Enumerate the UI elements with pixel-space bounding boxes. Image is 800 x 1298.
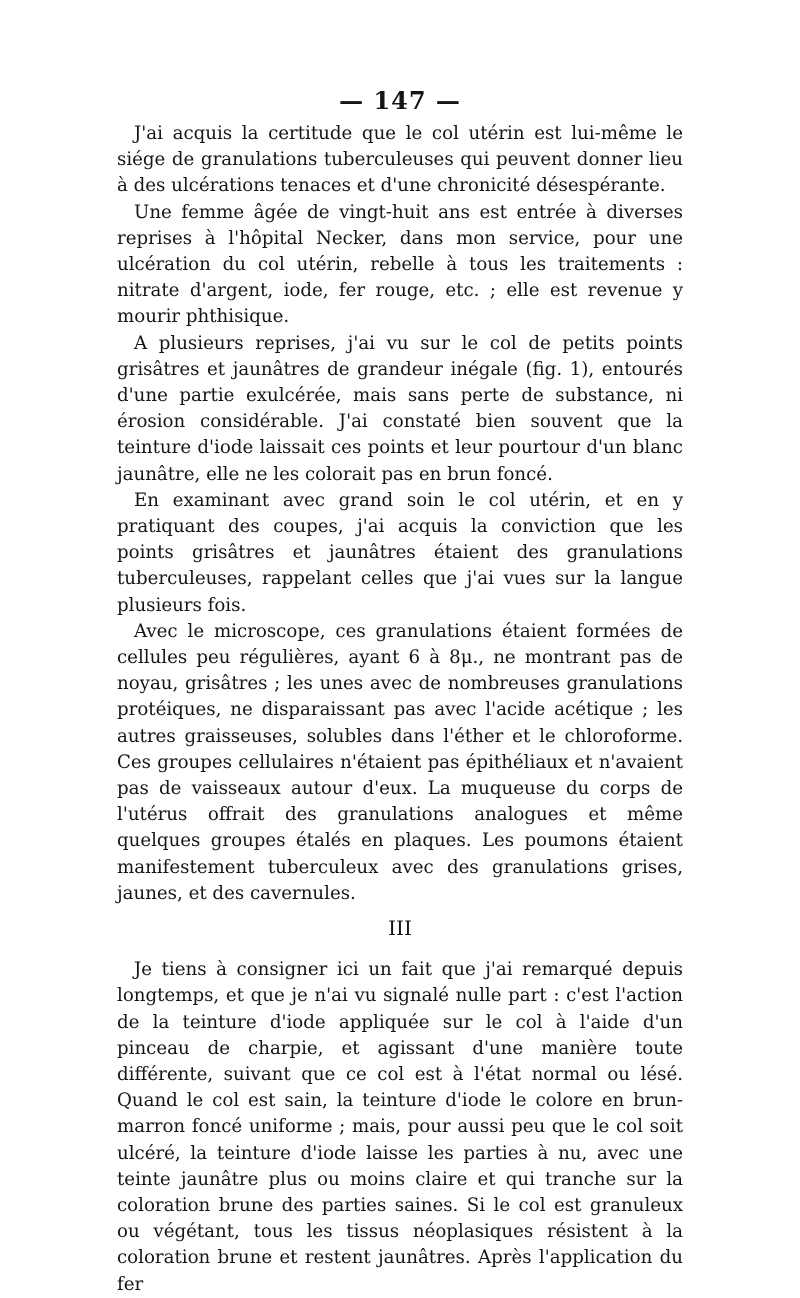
paragraph: A plusieurs reprises, j'ai vu sur le col de petits points grisâtres et jaunâtres de grandeur inégale (fig. 1), entourés d'une partie exulcérée, mais sans perte de substance, ni érosion considérable. J'ai constaté bien souvent que la teinture d'iode laissait ces points et leur pourtour d'un blanc jaunâtre, elle ne les colorait pas en brun foncé. <box>117 332 683 485</box>
paragraph: En examinant avec grand soin le col utérin, et en y pratiquant des coupes, j'ai acquis la conviction que les points grisâtres et jaunâtres étaient des granulations tuberculeuses, rappelant celles que j'ai vues sur la langue plusieurs fois. <box>117 489 683 616</box>
page-number: — 147 — <box>339 86 461 115</box>
paragraph: J'ai acquis la certitude que le col utérin est lui-même le siége de granulations tuberculeuses qui peuvent donner lieu à des ulcérations tenaces et d'une chronicité désespérante. <box>117 123 683 197</box>
section-heading: III <box>388 916 412 941</box>
paragraph: Avec le microscope, ces granulations étaient formées de cellules peu régulières, ayant 6 à 8μ., ne montrant pas de noyau, grisâtres ; les unes avec de nombreuses granulations protéiques, ne disparaissant pas avec l'acide acétique ; les autres graisseuses, solubles dans l'éther et le chloroforme. Ces groupes cellulaires n'étaient pas épithéliaux et n'avaient pas de vaisseaux autour d'eux. La muqueuse du corps de l'utérus offrait des granulations analogues et même quelques groupes étalés en plaques. Les poumons étaient manifestement tuberculeux avec des granulations grises, jaunes, et des cavernules. <box>117 620 683 904</box>
paragraph: Je tiens à consigner ici un fait que j'ai remarqué depuis longtemps, et que je n'ai vu signalé nulle part : c'est l'action de la teinture d'iode appliquée sur le col à l'aide d'un pinceau de charpie, et agissant d'une manière toute différente, suivant que ce col est à l'état normal ou lésé. Quand le col est sain, la teinture d'iode le colore en brun-marron foncé uniforme ; mais, pour aussi peu que le col soit ulcéré, la teinture d'iode laisse les parties à nu, avec une teinte jaunâtre plus ou moins claire et qui tranche sur la coloration brune des parties saines. Si le col est granuleux ou végétant, tous les tissus néoplasiques résistent à la coloration brune et restent jaunâtres. Après l'application du fer <box>117 959 683 1295</box>
book-page <box>117 84 683 1298</box>
paragraph: Une femme âgée de vingt-huit ans est entrée à diverses reprises à l'hôpital Necker, dans mon service, pour une ulcération du col utérin, rebelle à tous les traitements : nitrate d'argent, iode, fer rouge, etc. ; elle est revenue y mourir phthisique. <box>117 201 683 328</box>
